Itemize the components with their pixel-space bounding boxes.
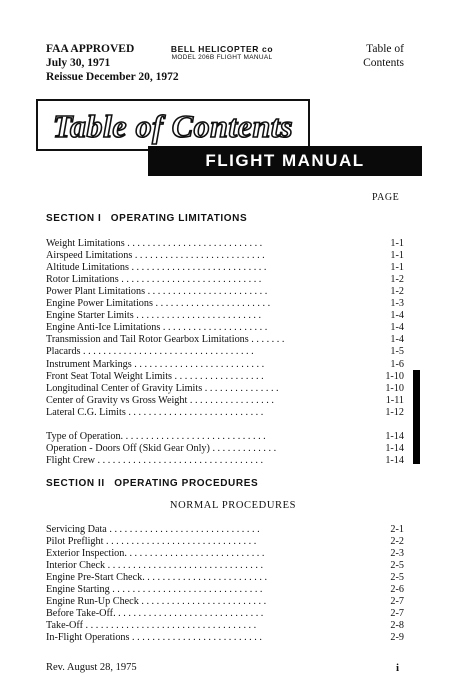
title-graphic bbox=[42, 103, 304, 147]
toc-entry[interactable] bbox=[46, 431, 404, 443]
toc-entry-page: 1-5 bbox=[390, 346, 404, 358]
approval-date: July 30, 1971 bbox=[46, 57, 111, 69]
toc-entry[interactable] bbox=[46, 359, 404, 371]
title-box bbox=[36, 99, 310, 151]
toc-entry[interactable] bbox=[46, 524, 404, 536]
toc-entry-title: Before Take-Off. . . . . . . . . . . . . . . . . . . . . . . . . . . . . . bbox=[46, 608, 264, 620]
toc-entry-page: 1-4 bbox=[390, 334, 404, 346]
toc-entry-title: Type of Operation. . . . . . . . . . . . . . . . . . . . . . . . . . . . . bbox=[46, 431, 266, 442]
toc-entry-page: 1-2 bbox=[390, 274, 404, 286]
toc-entry-page: 1-6 bbox=[390, 358, 404, 370]
toc-entry[interactable] bbox=[46, 407, 404, 419]
section-1-name: OPERATING LIMITATIONS bbox=[110, 213, 248, 224]
toc-entry-title: Weight Limitations . . . . . . . . . . . . . . . . . . . . . . . . . . . bbox=[46, 238, 263, 249]
toc-entry-title: Front Seat Total Weight Limits . . . . . . . . . . . . . . . . . . bbox=[46, 370, 264, 382]
section-tab-marker bbox=[413, 370, 420, 464]
section-2-heading bbox=[46, 478, 258, 489]
toc-entry-page: 2-7 bbox=[390, 608, 404, 620]
toc-entry[interactable] bbox=[46, 632, 404, 644]
toc-entry-page: 1-14 bbox=[385, 443, 404, 455]
toc-entry-title: Pilot Preflight . . . . . . . . . . . . . . . . . . . . . . . . . . . . . . bbox=[46, 536, 257, 548]
toc-entry[interactable] bbox=[46, 262, 404, 274]
toc-entry-title: Center of Gravity vs Gross Weight . . . . . . . . . . . . . . . . . bbox=[46, 394, 274, 406]
reissue-date: Reissue December 20, 1972 bbox=[46, 71, 179, 83]
toc-entry[interactable] bbox=[46, 455, 404, 467]
toc-entry-page: 1-12 bbox=[385, 406, 404, 418]
toc-entry-title: In-Flight Operations . . . . . . . . . . . . . . . . . . . . . . . . . . bbox=[46, 632, 262, 644]
toc-entry-page: 1-4 bbox=[390, 310, 404, 322]
toc-entry-page: 1-1 bbox=[390, 238, 404, 249]
manual-name: MODEL 206B FLIGHT MANUAL bbox=[171, 54, 273, 61]
toc-entry-title: Longitudinal Center of Gravity Limits . . . . . . . . . . . . . . . bbox=[46, 382, 279, 394]
toc-entry-page: 1-10 bbox=[385, 370, 404, 382]
toc-entry[interactable] bbox=[46, 371, 404, 383]
approval-label: FAA APPROVED bbox=[46, 43, 135, 55]
banner-text: FLIGHT MANUAL bbox=[205, 151, 365, 170]
toc-entry[interactable] bbox=[46, 310, 404, 322]
page-number: i bbox=[396, 662, 400, 674]
toc-entry-page: 2-1 bbox=[390, 524, 404, 535]
page-column-heading: PAGE bbox=[372, 192, 400, 203]
toc-entry[interactable] bbox=[46, 334, 404, 346]
company-header bbox=[152, 44, 292, 61]
toc-entry[interactable] bbox=[46, 346, 404, 358]
toc-entry-title: Lateral C.G. Limits . . . . . . . . . . . . . . . . . . . . . . . . . . . bbox=[46, 406, 264, 418]
toc-entry-title: Interior Check . . . . . . . . . . . . . . . . . . . . . . . . . . . . . . . bbox=[46, 560, 264, 572]
toc-entry-page: 2-7 bbox=[390, 596, 404, 608]
toc-entry-page: 2-5 bbox=[390, 560, 404, 572]
toc-entry[interactable] bbox=[46, 536, 404, 548]
toc-entry-page: 1-1 bbox=[390, 262, 404, 274]
toc-entry-title: Engine Starter Limits . . . . . . . . . . . . . . . . . . . . . . . . . bbox=[46, 310, 262, 322]
toc-entry-title: Engine Anti-Ice Limitations . . . . . . . . . . . . . . . . . . . . . bbox=[46, 322, 268, 334]
toc-entry-title: Flight Crew . . . . . . . . . . . . . . . . . . . . . . . . . . . . . . . . . bbox=[46, 455, 264, 467]
toc-entry-title: Engine Starting . . . . . . . . . . . . . . . . . . . . . . . . . . . . . . bbox=[46, 584, 263, 596]
normal-procedures-subheading: NORMAL PROCEDURES bbox=[169, 500, 297, 511]
toc-entry[interactable] bbox=[46, 596, 404, 608]
toc-entry-title: Servicing Data . . . . . . . . . . . . . . . . . . . . . . . . . . . . . . bbox=[46, 524, 260, 535]
section-1-number: SECTION I bbox=[46, 213, 102, 224]
toc-entry-page: 1-11 bbox=[385, 394, 404, 406]
title-text: Table of Contents bbox=[52, 108, 294, 144]
toc-entry[interactable] bbox=[46, 608, 404, 620]
toc-entry[interactable] bbox=[46, 274, 404, 286]
toc-entry[interactable] bbox=[46, 383, 404, 395]
toc-entry-title: Airspeed Limitations . . . . . . . . . . . . . . . . . . . . . . . . . . bbox=[46, 250, 265, 262]
section-1-heading bbox=[46, 213, 247, 224]
toc-label-line1: Table of bbox=[366, 43, 404, 55]
toc-entry-title: Take-Off . . . . . . . . . . . . . . . . . . . . . . . . . . . . . . . . . . bbox=[46, 620, 257, 632]
toc-entry[interactable] bbox=[46, 560, 404, 572]
toc-entry-page: 1-14 bbox=[385, 455, 404, 467]
toc-entry[interactable] bbox=[46, 250, 404, 262]
toc-entry[interactable] bbox=[46, 443, 404, 455]
toc-entry[interactable] bbox=[46, 286, 404, 298]
toc-entry[interactable] bbox=[46, 298, 404, 310]
toc-entry[interactable] bbox=[46, 238, 404, 250]
toc-entry-page: 2-9 bbox=[390, 632, 404, 644]
flight-manual-banner bbox=[148, 146, 422, 176]
section-2-number: SECTION II bbox=[46, 478, 105, 489]
toc-entry-title: Engine Pre-Start Check. . . . . . . . . . . . . . . . . . . . . . . . . bbox=[46, 572, 267, 584]
toc-entry-page: 1-3 bbox=[390, 298, 404, 310]
company-name: BELL HELICOPTER co bbox=[170, 44, 274, 54]
toc-entry-page: 2-5 bbox=[390, 572, 404, 584]
toc-entry-title: Altitude Limitations . . . . . . . . . . . . . . . . . . . . . . . . . . . bbox=[46, 262, 267, 274]
toc-entry-page: 1-1 bbox=[390, 250, 404, 262]
toc-entry[interactable] bbox=[46, 572, 404, 584]
toc-entry-title: Operation - Doors Off (Skid Gear Only) . . . . . . . . . . . . . bbox=[46, 443, 277, 455]
toc-entry-page: 1-14 bbox=[385, 431, 404, 442]
toc-entry-page: 1-10 bbox=[385, 382, 404, 394]
toc-entry-title: Transmission and Tail Rotor Gearbox Limitations . . . . . . . bbox=[46, 334, 285, 346]
toc-entry-page: 2-6 bbox=[390, 584, 404, 596]
toc-entry-page: 2-3 bbox=[390, 548, 404, 560]
toc-entry-title: Engine Power Limitations . . . . . . . . . . . . . . . . . . . . . . . bbox=[46, 298, 271, 310]
toc-entry-page: 1-2 bbox=[390, 286, 404, 298]
toc-entry-page: 1-4 bbox=[390, 322, 404, 334]
toc-entry-page: 2-2 bbox=[390, 536, 404, 548]
toc-entry-title: Rotor Limitations . . . . . . . . . . . . . . . . . . . . . . . . . . . . bbox=[46, 274, 262, 286]
toc-entry[interactable] bbox=[46, 548, 404, 560]
toc-entry[interactable] bbox=[46, 620, 404, 632]
toc-entry-title: Placards . . . . . . . . . . . . . . . . . . . . . . . . . . . . . . . . . . bbox=[46, 346, 254, 358]
toc-entry-title: Instrument Markings . . . . . . . . . . . . . . . . . . . . . . . . . . bbox=[46, 358, 265, 370]
toc-entry-title: Power Plant Limitations . . . . . . . . . . . . . . . . . . . . . . . . bbox=[46, 286, 268, 298]
section-2-name: OPERATING PROCEDURES bbox=[114, 478, 259, 489]
toc-label-line2: Contents bbox=[363, 57, 404, 69]
toc-entry-page: 2-8 bbox=[390, 620, 404, 632]
toc-entry-title: Exterior Inspection. . . . . . . . . . . . . . . . . . . . . . . . . . . . bbox=[46, 548, 265, 560]
toc-entry-title: Engine Run-Up Check . . . . . . . . . . . . . . . . . . . . . . . . . bbox=[46, 596, 267, 608]
section-tab-label bbox=[363, 42, 404, 70]
toc-entry[interactable] bbox=[46, 395, 404, 407]
toc-entry[interactable] bbox=[46, 322, 404, 334]
toc-entry[interactable] bbox=[46, 584, 404, 596]
revision-date: Rev. August 28, 1975 bbox=[46, 662, 137, 673]
